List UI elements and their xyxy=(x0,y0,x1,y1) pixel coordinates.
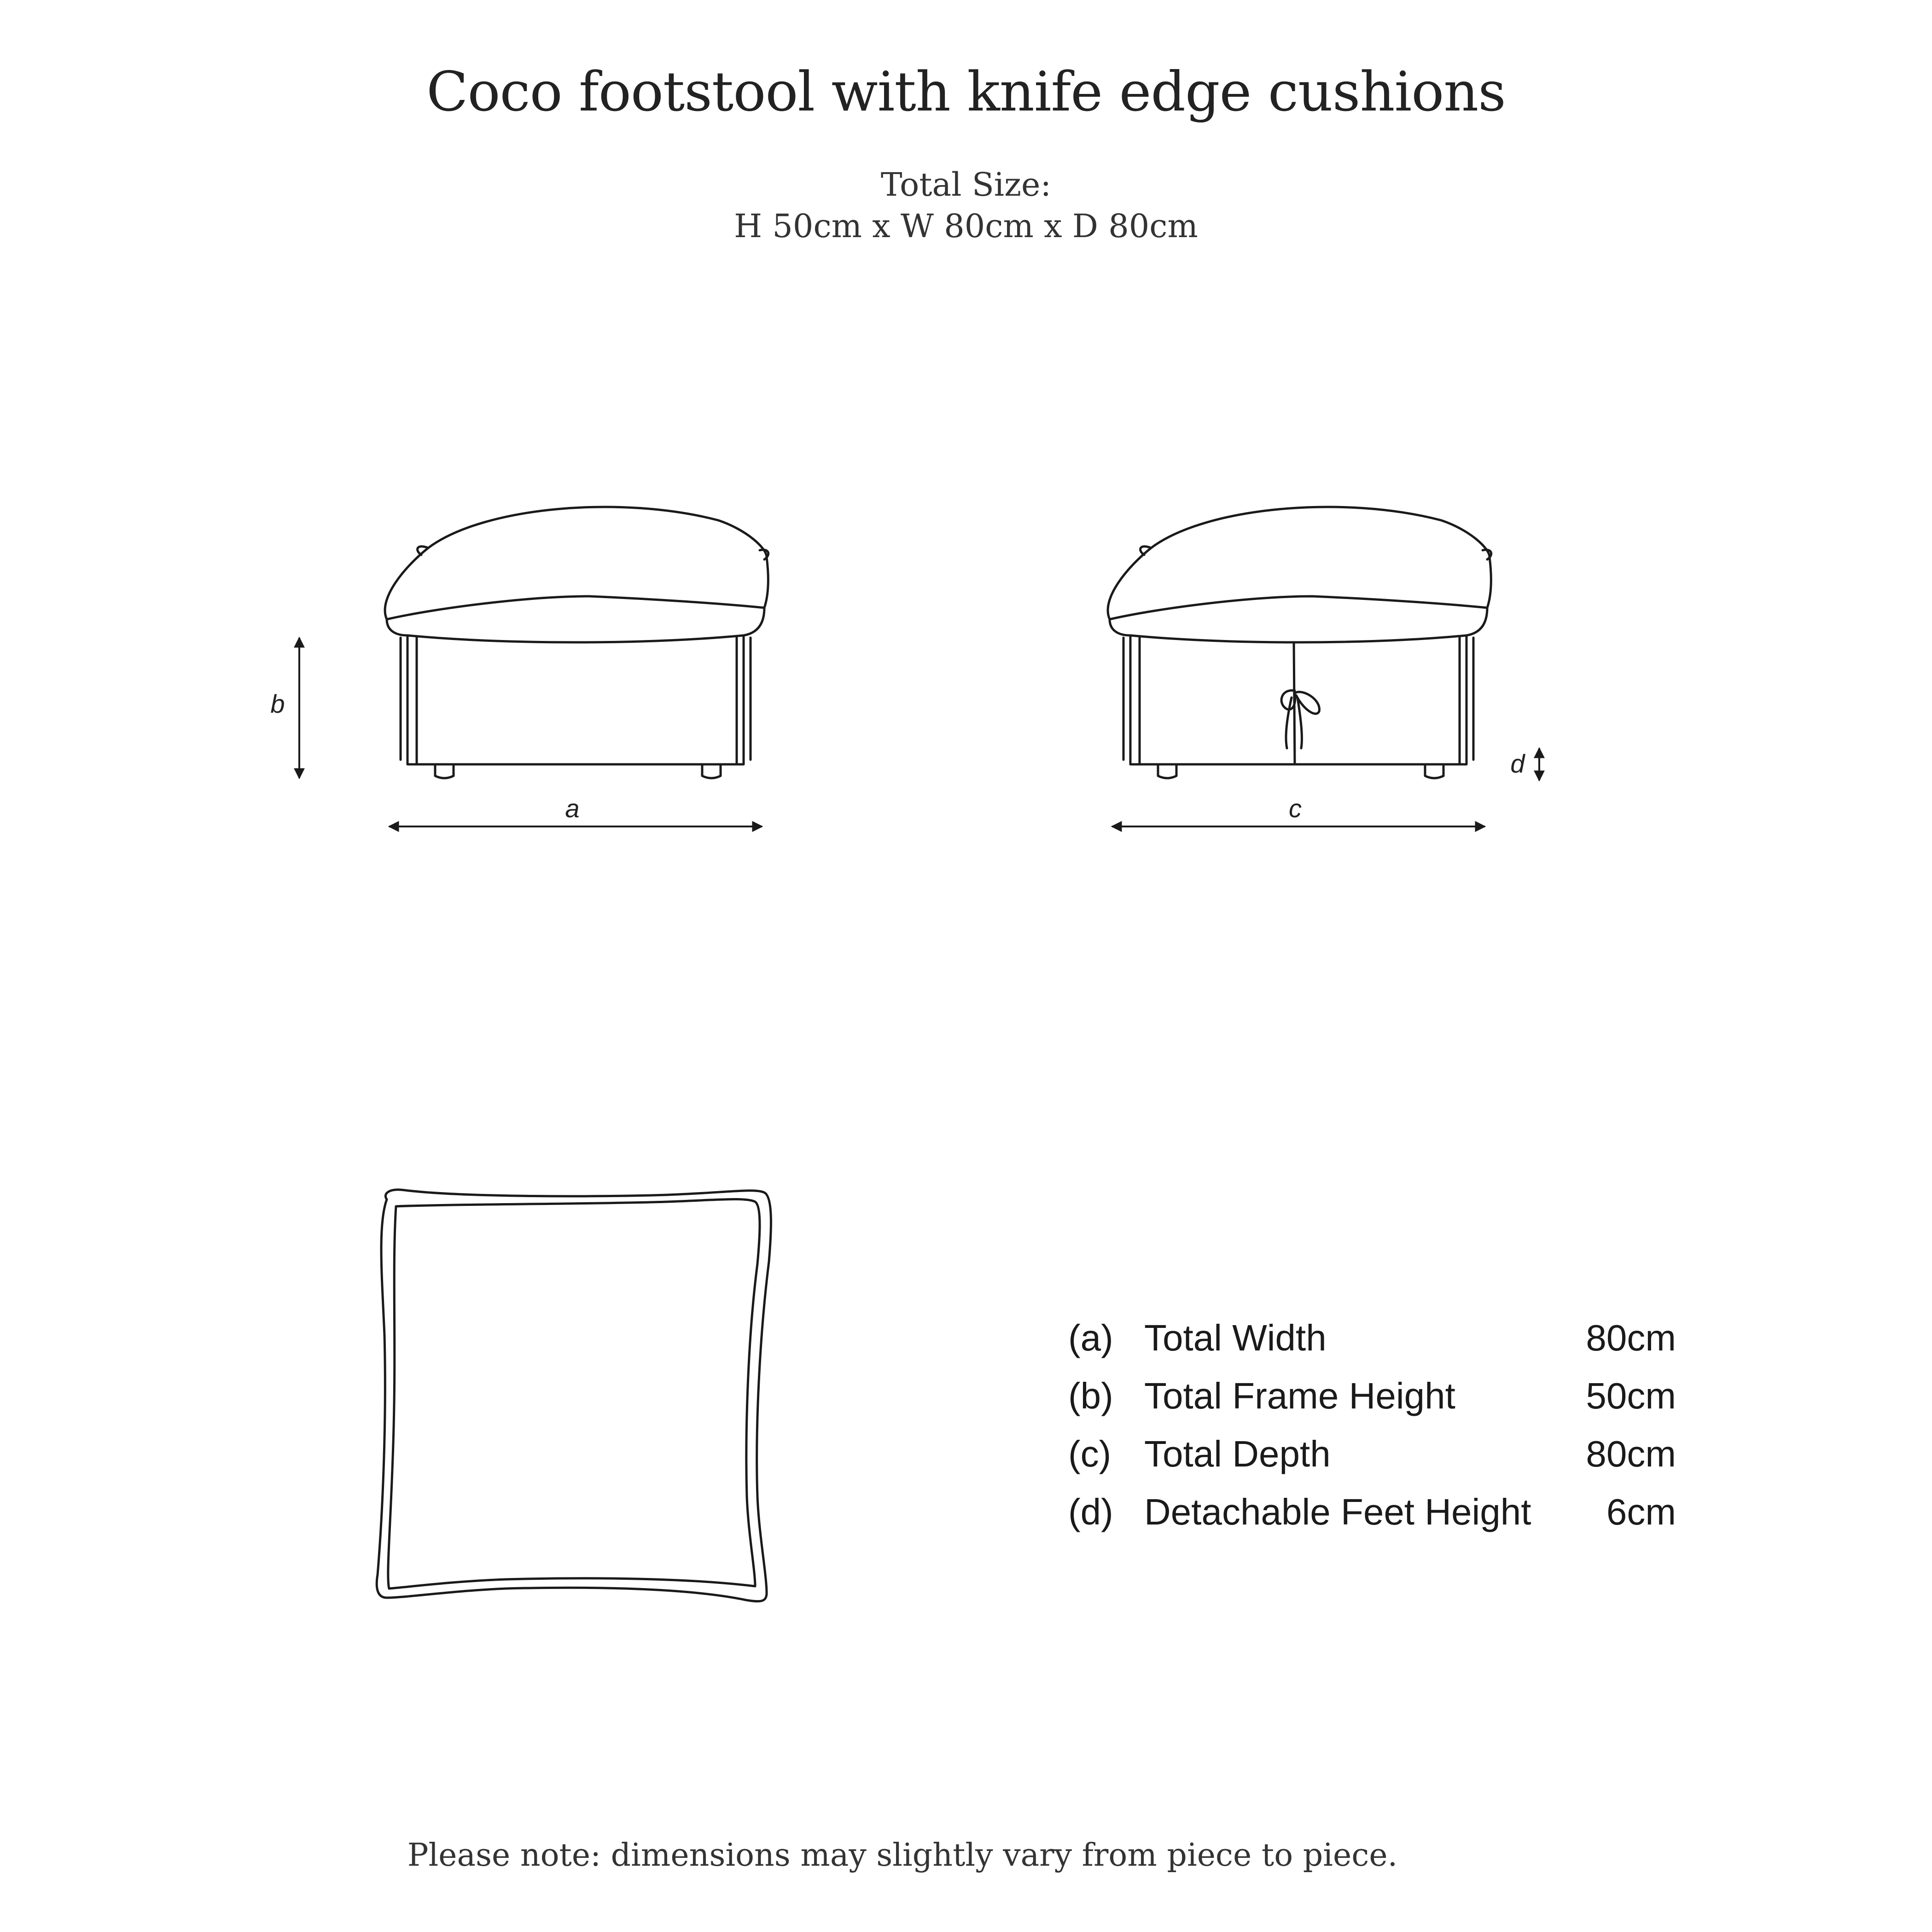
dimension-label-d: d xyxy=(1510,749,1525,778)
spec-label: Total Frame Height xyxy=(1144,1375,1455,1416)
front-view-drawing xyxy=(385,507,768,778)
front-foot-right xyxy=(702,764,721,778)
spec-value: 80cm xyxy=(1586,1317,1676,1358)
top-view-outer xyxy=(377,1190,771,1601)
side-foot-right xyxy=(1425,764,1443,778)
front-cushion-outline xyxy=(385,507,768,619)
total-size-label: Total Size: xyxy=(880,166,1052,204)
spec-label: Total Depth xyxy=(1144,1433,1331,1474)
spec-label: Total Width xyxy=(1144,1317,1327,1358)
spec-row xyxy=(1068,1375,1676,1433)
dimension-label-a: a xyxy=(565,794,580,823)
spec-label: Detachable Feet Height xyxy=(1144,1491,1531,1532)
top-view-drawing xyxy=(377,1190,771,1601)
top-view-inner xyxy=(388,1199,760,1589)
dimension-label-b: b xyxy=(270,689,285,718)
spec-key: (c) xyxy=(1068,1433,1111,1474)
footer-note: Please note: dimensions may slightly vary from piece to piece. xyxy=(407,1837,1398,1874)
spec-row xyxy=(1068,1317,1676,1375)
spec-key: (b) xyxy=(1068,1375,1113,1416)
spec-row xyxy=(1068,1433,1676,1491)
spec-key: (a) xyxy=(1068,1317,1113,1358)
dimension-label-c: c xyxy=(1289,794,1302,823)
spec-value: 80cm xyxy=(1586,1433,1676,1474)
front-base-outline xyxy=(387,608,764,764)
spec-value: 50cm xyxy=(1586,1375,1676,1416)
total-size-value: H 50cm x W 80cm x D 80cm xyxy=(734,207,1198,245)
side-base-top xyxy=(1130,635,1466,642)
page-title: Coco footstool with knife edge cushions xyxy=(426,60,1506,123)
side-foot-left xyxy=(1158,764,1176,778)
front-foot-left xyxy=(435,764,454,778)
side-base-outline xyxy=(1110,608,1487,764)
spec-value: 6cm xyxy=(1606,1491,1676,1532)
spec-row xyxy=(1068,1491,1676,1549)
spec-key: (d) xyxy=(1068,1491,1113,1532)
specs-table xyxy=(1068,1317,1676,1549)
side-cushion-outline xyxy=(1108,507,1491,619)
front-base-top xyxy=(407,635,744,642)
side-view-drawing xyxy=(1108,507,1491,778)
